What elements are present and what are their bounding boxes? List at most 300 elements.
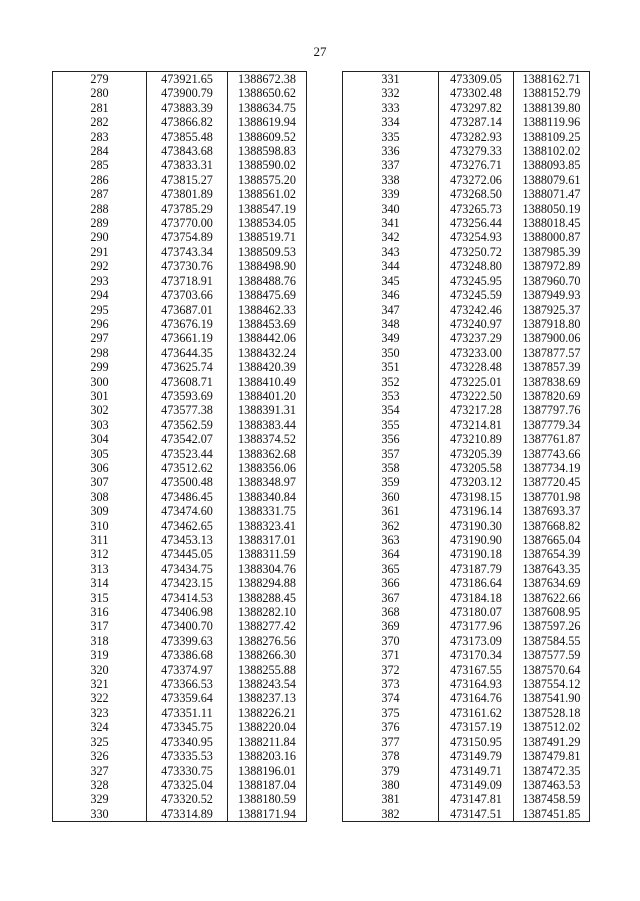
point-number-cell: 346 — [343, 288, 439, 302]
y-coordinate-cell: 1388288.45 — [228, 591, 307, 605]
y-coordinate-cell: 1388152.79 — [514, 86, 590, 100]
table-row — [343, 648, 590, 662]
y-coordinate-cell: 1387701.98 — [514, 490, 590, 504]
table-row — [343, 562, 590, 576]
point-number-cell: 335 — [343, 130, 439, 144]
y-coordinate-cell: 1388171.94 — [228, 807, 307, 822]
y-coordinate-cell: 1387554.12 — [514, 677, 590, 691]
y-coordinate-cell: 1387622.66 — [514, 591, 590, 605]
point-number-cell: 341 — [343, 216, 439, 230]
table-row — [343, 749, 590, 763]
x-coordinate-cell: 473770.00 — [147, 216, 228, 230]
table-row — [343, 504, 590, 518]
y-coordinate-cell: 1388420.39 — [228, 360, 307, 374]
x-coordinate-cell: 473900.79 — [147, 86, 228, 100]
point-number-cell: 322 — [53, 691, 147, 705]
table-row — [343, 764, 590, 778]
x-coordinate-cell: 473743.34 — [147, 245, 228, 259]
y-coordinate-cell: 1388162.71 — [514, 72, 590, 87]
y-coordinate-cell: 1388266.30 — [228, 648, 307, 662]
point-number-cell: 314 — [53, 576, 147, 590]
y-coordinate-cell: 1387925.37 — [514, 303, 590, 317]
x-coordinate-cell: 473644.35 — [147, 346, 228, 360]
table-row — [343, 389, 590, 403]
y-coordinate-cell: 1388311.59 — [228, 547, 307, 561]
x-coordinate-cell: 473248.80 — [439, 259, 514, 273]
table-row — [53, 562, 307, 576]
x-coordinate-cell: 473196.14 — [439, 504, 514, 518]
x-coordinate-cell: 473245.59 — [439, 288, 514, 302]
point-number-cell: 286 — [53, 173, 147, 187]
point-number-cell: 283 — [53, 130, 147, 144]
x-coordinate-cell: 473399.63 — [147, 634, 228, 648]
x-coordinate-cell: 473149.71 — [439, 764, 514, 778]
y-coordinate-cell: 1387577.59 — [514, 648, 590, 662]
table-row — [53, 634, 307, 648]
x-coordinate-cell: 473400.70 — [147, 619, 228, 633]
x-coordinate-cell: 473287.14 — [439, 115, 514, 129]
table-row — [343, 663, 590, 677]
point-number-cell: 309 — [53, 504, 147, 518]
y-coordinate-cell: 1388317.01 — [228, 533, 307, 547]
y-coordinate-cell: 1388243.54 — [228, 677, 307, 691]
point-number-cell: 361 — [343, 504, 439, 518]
x-coordinate-cell: 473325.04 — [147, 778, 228, 792]
x-coordinate-cell: 473250.72 — [439, 245, 514, 259]
y-coordinate-cell: 1388000.87 — [514, 230, 590, 244]
y-coordinate-cell: 1388475.69 — [228, 288, 307, 302]
table-row — [53, 375, 307, 389]
point-number-cell: 358 — [343, 461, 439, 475]
x-coordinate-cell: 473225.01 — [439, 375, 514, 389]
point-number-cell: 281 — [53, 101, 147, 115]
x-coordinate-cell: 473562.59 — [147, 418, 228, 432]
table-row — [343, 619, 590, 633]
point-number-cell: 365 — [343, 562, 439, 576]
point-number-cell: 288 — [53, 202, 147, 216]
x-coordinate-cell: 473730.76 — [147, 259, 228, 273]
table-row — [53, 648, 307, 662]
y-coordinate-cell: 1387838.69 — [514, 375, 590, 389]
x-coordinate-cell: 473173.09 — [439, 634, 514, 648]
point-number-cell: 304 — [53, 432, 147, 446]
y-coordinate-cell: 1388590.02 — [228, 158, 307, 172]
point-number-cell: 280 — [53, 86, 147, 100]
point-number-cell: 285 — [53, 158, 147, 172]
y-coordinate-cell: 1387608.95 — [514, 605, 590, 619]
table-row — [343, 735, 590, 749]
y-coordinate-cell: 1387597.26 — [514, 619, 590, 633]
table-row — [53, 677, 307, 691]
y-coordinate-cell: 1387734.19 — [514, 461, 590, 475]
point-number-cell: 297 — [53, 331, 147, 345]
page-number: 27 — [313, 44, 327, 59]
table-row — [53, 158, 307, 172]
table-row — [343, 216, 590, 230]
point-number-cell: 375 — [343, 706, 439, 720]
y-coordinate-cell: 1388401.20 — [228, 389, 307, 403]
y-coordinate-cell: 1387463.53 — [514, 778, 590, 792]
x-coordinate-cell: 473256.44 — [439, 216, 514, 230]
x-coordinate-cell: 473843.68 — [147, 144, 228, 158]
y-coordinate-cell: 1387528.18 — [514, 706, 590, 720]
x-coordinate-cell: 473486.45 — [147, 490, 228, 504]
point-number-cell: 340 — [343, 202, 439, 216]
point-number-cell: 349 — [343, 331, 439, 345]
table-row — [343, 490, 590, 504]
y-coordinate-cell: 1388634.75 — [228, 101, 307, 115]
y-coordinate-cell: 1388672.38 — [228, 72, 307, 87]
point-number-cell: 351 — [343, 360, 439, 374]
x-coordinate-cell: 473703.66 — [147, 288, 228, 302]
y-coordinate-cell: 1388561.02 — [228, 187, 307, 201]
table-row — [53, 605, 307, 619]
y-coordinate-cell: 1388102.02 — [514, 144, 590, 158]
point-number-cell: 342 — [343, 230, 439, 244]
table-row — [53, 519, 307, 533]
point-number-cell: 378 — [343, 749, 439, 763]
point-number-cell: 313 — [53, 562, 147, 576]
y-coordinate-cell: 1387668.82 — [514, 519, 590, 533]
x-coordinate-cell: 473233.00 — [439, 346, 514, 360]
point-number-cell: 303 — [53, 418, 147, 432]
table-row — [343, 418, 590, 432]
table-row — [53, 475, 307, 489]
x-coordinate-cell: 473205.39 — [439, 447, 514, 461]
table-row — [53, 432, 307, 446]
table-row — [53, 533, 307, 547]
x-coordinate-cell: 473276.71 — [439, 158, 514, 172]
table-row — [343, 792, 590, 806]
y-coordinate-cell: 1388391.31 — [228, 403, 307, 417]
y-coordinate-cell: 1388304.76 — [228, 562, 307, 576]
y-coordinate-cell: 1387570.64 — [514, 663, 590, 677]
y-coordinate-cell: 1388119.96 — [514, 115, 590, 129]
table-row — [343, 533, 590, 547]
point-number-cell: 373 — [343, 677, 439, 691]
y-coordinate-cell: 1387949.93 — [514, 288, 590, 302]
point-number-cell: 336 — [343, 144, 439, 158]
table-row — [53, 792, 307, 806]
point-number-cell: 298 — [53, 346, 147, 360]
x-coordinate-cell: 473237.29 — [439, 331, 514, 345]
x-coordinate-cell: 473205.58 — [439, 461, 514, 475]
y-coordinate-cell: 1387634.69 — [514, 576, 590, 590]
table-row — [53, 274, 307, 288]
table-row — [53, 317, 307, 331]
point-number-cell: 302 — [53, 403, 147, 417]
table-row — [53, 86, 307, 100]
y-coordinate-cell: 1388453.69 — [228, 317, 307, 331]
x-coordinate-cell: 473240.97 — [439, 317, 514, 331]
table-row — [53, 749, 307, 763]
x-coordinate-cell: 473184.18 — [439, 591, 514, 605]
x-coordinate-cell: 473245.95 — [439, 274, 514, 288]
point-number-cell: 316 — [53, 605, 147, 619]
table-row — [343, 605, 590, 619]
point-number-cell: 360 — [343, 490, 439, 504]
y-coordinate-cell: 1388442.06 — [228, 331, 307, 345]
table-row — [343, 158, 590, 172]
y-coordinate-cell: 1387960.70 — [514, 274, 590, 288]
y-coordinate-cell: 1387720.45 — [514, 475, 590, 489]
x-coordinate-cell: 473177.96 — [439, 619, 514, 633]
y-coordinate-cell: 1387654.39 — [514, 547, 590, 561]
y-coordinate-cell: 1387643.35 — [514, 562, 590, 576]
x-coordinate-cell: 473445.05 — [147, 547, 228, 561]
x-coordinate-cell: 473453.13 — [147, 533, 228, 547]
y-coordinate-cell: 1388362.68 — [228, 447, 307, 461]
point-number-cell: 347 — [343, 303, 439, 317]
y-coordinate-cell: 1388323.41 — [228, 519, 307, 533]
x-coordinate-cell: 473167.55 — [439, 663, 514, 677]
x-coordinate-cell: 473265.73 — [439, 202, 514, 216]
x-coordinate-cell: 473222.50 — [439, 389, 514, 403]
x-coordinate-cell: 473187.79 — [439, 562, 514, 576]
x-coordinate-cell: 473228.48 — [439, 360, 514, 374]
table-row — [53, 130, 307, 144]
y-coordinate-cell: 1388432.24 — [228, 346, 307, 360]
point-number-cell: 366 — [343, 576, 439, 590]
point-number-cell: 369 — [343, 619, 439, 633]
coordinate-table-right-body — [343, 72, 590, 822]
table-row — [343, 547, 590, 561]
point-number-cell: 327 — [53, 764, 147, 778]
y-coordinate-cell: 1388575.20 — [228, 173, 307, 187]
table-row — [53, 619, 307, 633]
y-coordinate-cell: 1388498.90 — [228, 259, 307, 273]
point-number-cell: 315 — [53, 591, 147, 605]
y-coordinate-cell: 1387918.80 — [514, 317, 590, 331]
table-row — [53, 202, 307, 216]
table-row — [343, 778, 590, 792]
table-row — [53, 288, 307, 302]
y-coordinate-cell: 1387479.81 — [514, 749, 590, 763]
x-coordinate-cell: 473833.31 — [147, 158, 228, 172]
table-row — [53, 490, 307, 504]
y-coordinate-cell: 1388356.06 — [228, 461, 307, 475]
x-coordinate-cell: 473150.95 — [439, 735, 514, 749]
table-row — [53, 778, 307, 792]
point-number-cell: 312 — [53, 547, 147, 561]
x-coordinate-cell: 473149.79 — [439, 749, 514, 763]
table-row — [343, 432, 590, 446]
point-number-cell: 377 — [343, 735, 439, 749]
table-row — [53, 187, 307, 201]
y-coordinate-cell: 1388196.01 — [228, 764, 307, 778]
point-number-cell: 324 — [53, 720, 147, 734]
y-coordinate-cell: 1387693.37 — [514, 504, 590, 518]
table-row — [53, 418, 307, 432]
y-coordinate-cell: 1387779.34 — [514, 418, 590, 432]
table-row — [53, 259, 307, 273]
table-row — [53, 591, 307, 605]
table-row — [53, 504, 307, 518]
point-number-cell: 374 — [343, 691, 439, 705]
coordinate-table-right — [342, 71, 590, 822]
point-number-cell: 380 — [343, 778, 439, 792]
coordinate-table-left — [52, 71, 307, 822]
point-number-cell: 382 — [343, 807, 439, 822]
point-number-cell: 333 — [343, 101, 439, 115]
y-coordinate-cell: 1388220.04 — [228, 720, 307, 734]
x-coordinate-cell: 473474.60 — [147, 504, 228, 518]
x-coordinate-cell: 473279.33 — [439, 144, 514, 158]
x-coordinate-cell: 473414.53 — [147, 591, 228, 605]
x-coordinate-cell: 473314.89 — [147, 807, 228, 822]
point-number-cell: 359 — [343, 475, 439, 489]
x-coordinate-cell: 473282.93 — [439, 130, 514, 144]
x-coordinate-cell: 473500.48 — [147, 475, 228, 489]
table-row — [343, 634, 590, 648]
x-coordinate-cell: 473625.74 — [147, 360, 228, 374]
point-number-cell: 328 — [53, 778, 147, 792]
x-coordinate-cell: 473147.51 — [439, 807, 514, 822]
point-number-cell: 310 — [53, 519, 147, 533]
point-number-cell: 329 — [53, 792, 147, 806]
table-row — [343, 591, 590, 605]
x-coordinate-cell: 473164.76 — [439, 691, 514, 705]
point-number-cell: 326 — [53, 749, 147, 763]
table-row — [53, 101, 307, 115]
table-row — [343, 677, 590, 691]
point-number-cell: 354 — [343, 403, 439, 417]
x-coordinate-cell: 473330.75 — [147, 764, 228, 778]
table-row — [53, 216, 307, 230]
y-coordinate-cell: 1388598.83 — [228, 144, 307, 158]
table-row — [53, 576, 307, 590]
point-number-cell: 363 — [343, 533, 439, 547]
x-coordinate-cell: 473297.82 — [439, 101, 514, 115]
point-number-cell: 282 — [53, 115, 147, 129]
x-coordinate-cell: 473434.75 — [147, 562, 228, 576]
table-row — [53, 447, 307, 461]
point-number-cell: 305 — [53, 447, 147, 461]
y-coordinate-cell: 1388237.13 — [228, 691, 307, 705]
point-number-cell: 332 — [343, 86, 439, 100]
table-row — [343, 346, 590, 360]
table-row — [53, 691, 307, 705]
point-number-cell: 318 — [53, 634, 147, 648]
point-number-cell: 287 — [53, 187, 147, 201]
x-coordinate-cell: 473242.46 — [439, 303, 514, 317]
x-coordinate-cell: 473268.50 — [439, 187, 514, 201]
y-coordinate-cell: 1388226.21 — [228, 706, 307, 720]
x-coordinate-cell: 473254.93 — [439, 230, 514, 244]
point-number-cell: 311 — [53, 533, 147, 547]
point-number-cell: 368 — [343, 605, 439, 619]
table-row — [53, 389, 307, 403]
point-number-cell: 323 — [53, 706, 147, 720]
point-number-cell: 364 — [343, 547, 439, 561]
table-row — [53, 115, 307, 129]
y-coordinate-cell: 1387972.89 — [514, 259, 590, 273]
point-number-cell: 345 — [343, 274, 439, 288]
table-row — [343, 72, 590, 87]
point-number-cell: 331 — [343, 72, 439, 87]
y-coordinate-cell: 1387985.39 — [514, 245, 590, 259]
point-number-cell: 372 — [343, 663, 439, 677]
point-number-cell: 337 — [343, 158, 439, 172]
y-coordinate-cell: 1387761.87 — [514, 432, 590, 446]
x-coordinate-cell: 473855.48 — [147, 130, 228, 144]
table-row — [343, 576, 590, 590]
x-coordinate-cell: 473462.65 — [147, 519, 228, 533]
y-coordinate-cell: 1388187.04 — [228, 778, 307, 792]
x-coordinate-cell: 473161.62 — [439, 706, 514, 720]
table-row — [343, 303, 590, 317]
table-row — [53, 303, 307, 317]
y-coordinate-cell: 1388650.62 — [228, 86, 307, 100]
point-number-cell: 371 — [343, 648, 439, 662]
x-coordinate-cell: 473593.69 — [147, 389, 228, 403]
y-coordinate-cell: 1387857.39 — [514, 360, 590, 374]
y-coordinate-cell: 1388139.80 — [514, 101, 590, 115]
y-coordinate-cell: 1388203.16 — [228, 749, 307, 763]
x-coordinate-cell: 473577.38 — [147, 403, 228, 417]
table-row — [53, 72, 307, 87]
y-coordinate-cell: 1387491.29 — [514, 735, 590, 749]
y-coordinate-cell: 1387877.57 — [514, 346, 590, 360]
table-row — [343, 101, 590, 115]
x-coordinate-cell: 473157.19 — [439, 720, 514, 734]
point-number-cell: 296 — [53, 317, 147, 331]
point-number-cell: 291 — [53, 245, 147, 259]
x-coordinate-cell: 473386.68 — [147, 648, 228, 662]
table-row — [343, 706, 590, 720]
x-coordinate-cell: 473345.75 — [147, 720, 228, 734]
point-number-cell: 381 — [343, 792, 439, 806]
table-row — [53, 144, 307, 158]
y-coordinate-cell: 1388383.44 — [228, 418, 307, 432]
point-number-cell: 284 — [53, 144, 147, 158]
x-coordinate-cell: 473754.89 — [147, 230, 228, 244]
y-coordinate-cell: 1388331.75 — [228, 504, 307, 518]
point-number-cell: 321 — [53, 677, 147, 691]
table-row — [343, 403, 590, 417]
table-row — [53, 230, 307, 244]
y-coordinate-cell: 1388348.97 — [228, 475, 307, 489]
x-coordinate-cell: 473335.53 — [147, 749, 228, 763]
point-number-cell: 289 — [53, 216, 147, 230]
point-number-cell: 320 — [53, 663, 147, 677]
x-coordinate-cell: 473147.81 — [439, 792, 514, 806]
y-coordinate-cell: 1388109.25 — [514, 130, 590, 144]
table-row — [53, 547, 307, 561]
point-number-cell: 295 — [53, 303, 147, 317]
y-coordinate-cell: 1388180.59 — [228, 792, 307, 806]
x-coordinate-cell: 473374.97 — [147, 663, 228, 677]
x-coordinate-cell: 473217.28 — [439, 403, 514, 417]
x-coordinate-cell: 473320.52 — [147, 792, 228, 806]
y-coordinate-cell: 1387472.35 — [514, 764, 590, 778]
point-number-cell: 317 — [53, 619, 147, 633]
point-number-cell: 300 — [53, 375, 147, 389]
table-row — [53, 663, 307, 677]
table-row — [53, 720, 307, 734]
point-number-cell: 356 — [343, 432, 439, 446]
x-coordinate-cell: 473608.71 — [147, 375, 228, 389]
table-row — [343, 375, 590, 389]
table-row — [53, 807, 307, 822]
y-coordinate-cell: 1387743.66 — [514, 447, 590, 461]
x-coordinate-cell: 473190.30 — [439, 519, 514, 533]
y-coordinate-cell: 1388374.52 — [228, 432, 307, 446]
x-coordinate-cell: 473687.01 — [147, 303, 228, 317]
x-coordinate-cell: 473866.82 — [147, 115, 228, 129]
table-row — [53, 346, 307, 360]
y-coordinate-cell: 1387665.04 — [514, 533, 590, 547]
